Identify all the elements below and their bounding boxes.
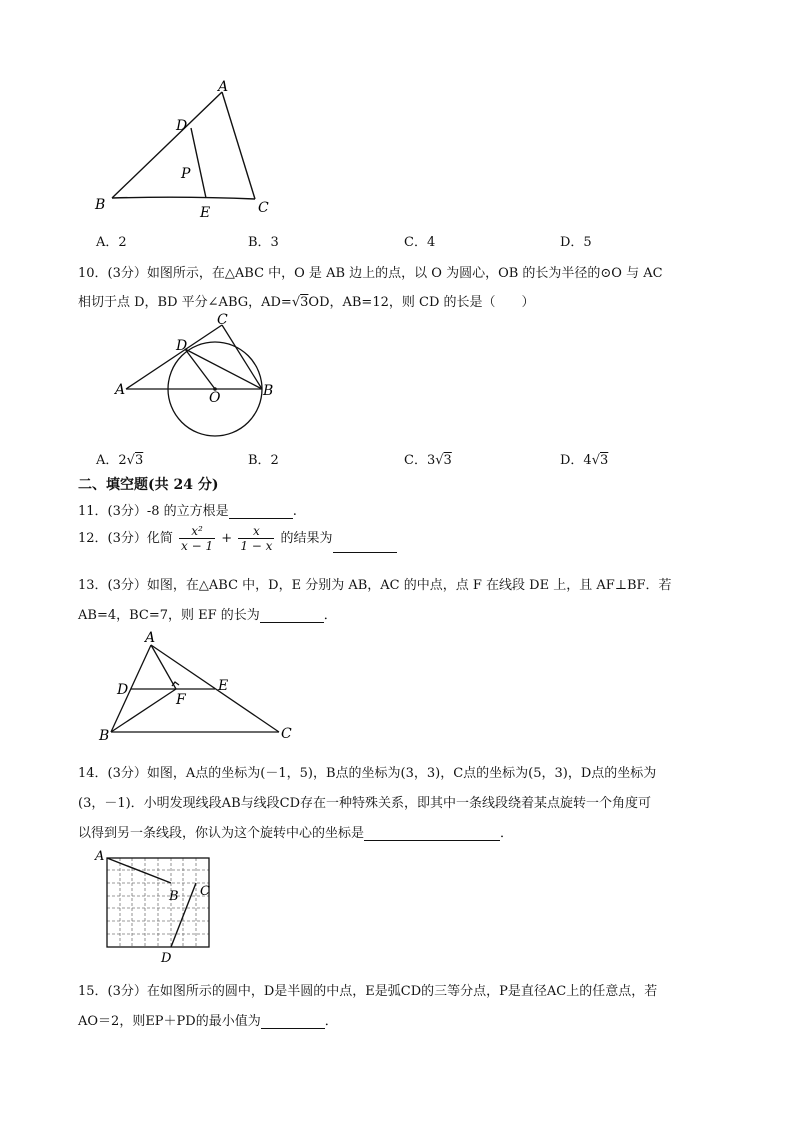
q10-option-b-prefix: B．2 [248,453,279,468]
q9-label-d: D [176,118,188,134]
q10-option-b [248,449,279,468]
q14-text-line2: (3，－1)．小明发现线段AB与线段CD存在一种特殊关系，即其中一条线段绕着某点旋转一个角度可 [78,796,651,811]
q10-text-part-b: OD，AB=12，则 CD 的长是（ ） [308,295,535,310]
q14-end: ． [500,826,514,841]
q14-figure [92,848,222,966]
q13-label-e: E [218,678,229,694]
q9-label-c: C [258,200,269,216]
q15-text-line2 [78,1010,338,1029]
q10-option-c: C．3√3 [404,453,452,468]
q12-prefix: 12．(3分）化简 [78,531,173,546]
q12-answer-blank[interactable] [333,539,397,553]
q13-text-line2 [78,604,337,623]
q9-label-e: E [200,205,211,221]
q13-label-b: B [99,728,110,744]
q13-end: ． [323,608,337,623]
q12-fraction-2 [238,524,274,553]
q9-figure [90,78,290,223]
q13-text-line1: 13．(3分）如图，在△ABC 中，D，E 分别为 AB，AC 的中点，点 F 在线段 DE 上，且 AF⊥BF．若 [78,578,672,593]
q10-text-line1: 10．(3分）如图所示，在△ABC 中，O 是 AB 边上的点，以 O 为圆心，OB 的长为半径的⊙O 与 AC [78,266,663,281]
q10-option-a: A．2√3 [96,453,144,468]
q10-option-d: D．4√3 [560,453,609,468]
q14-question: 以得到另一条线段，你认为这个旋转中心的坐标是 [78,826,365,841]
q10-label-o: O [209,390,221,406]
q9-label-a: A [218,79,229,95]
q10-option-a-prefix: A．2 [96,453,127,468]
q10-option-d-prefix: D．4 [560,453,592,468]
q10-sqrt-radicand: 3 [300,295,309,310]
q14-label-d: D [161,951,172,966]
q10-text-part-a: 相切于点 D，BD 平分∠ABG，AD= [78,295,292,310]
q11-question: 11．(3分）-8 的立方根是 [78,504,229,519]
q11-answer-blank[interactable] [229,505,293,519]
q13-answer-blank[interactable] [260,609,324,623]
q11-end: . [292,504,297,519]
q14-text-line3 [78,822,513,841]
q12-plus: + [221,531,233,546]
q9-option-b: B．3 [248,235,279,250]
q15-text-line1: 15．(3分）在如图所示的圆中，D是半圆的中点，E是弧CD的三等分点，P是直径AC上的任意点，若 [78,984,658,999]
q15-answer-blank[interactable] [261,1015,325,1029]
q14-answer-blank[interactable] [364,827,500,841]
q13-label-a: A [145,630,156,646]
q12-fraction-1-numerator: x² [179,524,215,539]
section-title-fill-in: 二、填空题(共 24 分) [78,477,219,493]
q15-question: AO＝2，则EP＋PD的最小值为 [78,1014,261,1029]
q13-label-c: C [281,726,292,742]
q10-figure [108,312,288,442]
q10-option-a-radicand: 3 [134,453,144,468]
q9-label-p: P [181,166,191,182]
q9-option-a: A．2 [96,235,127,250]
q10-label-d: D [176,338,188,354]
q10-label-b: B [263,383,274,399]
q14-grid [107,858,209,947]
q10-label-a: A [115,382,126,398]
q10-option-d-radicand: 3 [600,453,609,468]
q13-question: AB=4，BC=7，则 EF 的长为 [78,608,260,623]
q12-fraction-2-denominator: 1 − x [240,539,273,553]
q12-fraction-2-numerator: x [238,524,274,539]
q13-label-f: F [176,692,186,708]
q10-option-c-prefix: C．3 [404,453,436,468]
q14-label-c: C [200,884,210,899]
q10-label-c: C [217,312,228,328]
q10-option-c-radicand: 3 [443,453,452,468]
q13-label-d: D [117,682,129,698]
q11-text [78,500,297,519]
q10-sqrt: √3 [291,295,309,310]
q14-label-b: B [169,889,179,904]
q9-option-c: C．4 [404,235,436,250]
q12-fraction-1 [179,524,215,553]
q14-text-line1: 14．(3分）如图，A点的坐标为(－1，5)，B点的坐标为(3，3)，C点的坐标为(5，3)，D点的坐标为 [78,766,657,781]
q12-text [78,524,397,553]
q13-figure [96,628,306,746]
q9-label-b: B [95,197,106,213]
q9-option-d: D．5 [560,235,592,250]
q12-fraction-1-denominator: x − 1 [181,539,214,553]
q15-end: ． [324,1014,338,1029]
q14-label-a: A [95,849,105,864]
q10-text-line2 [78,291,535,310]
q12-suffix: 的结果为 [280,531,333,546]
